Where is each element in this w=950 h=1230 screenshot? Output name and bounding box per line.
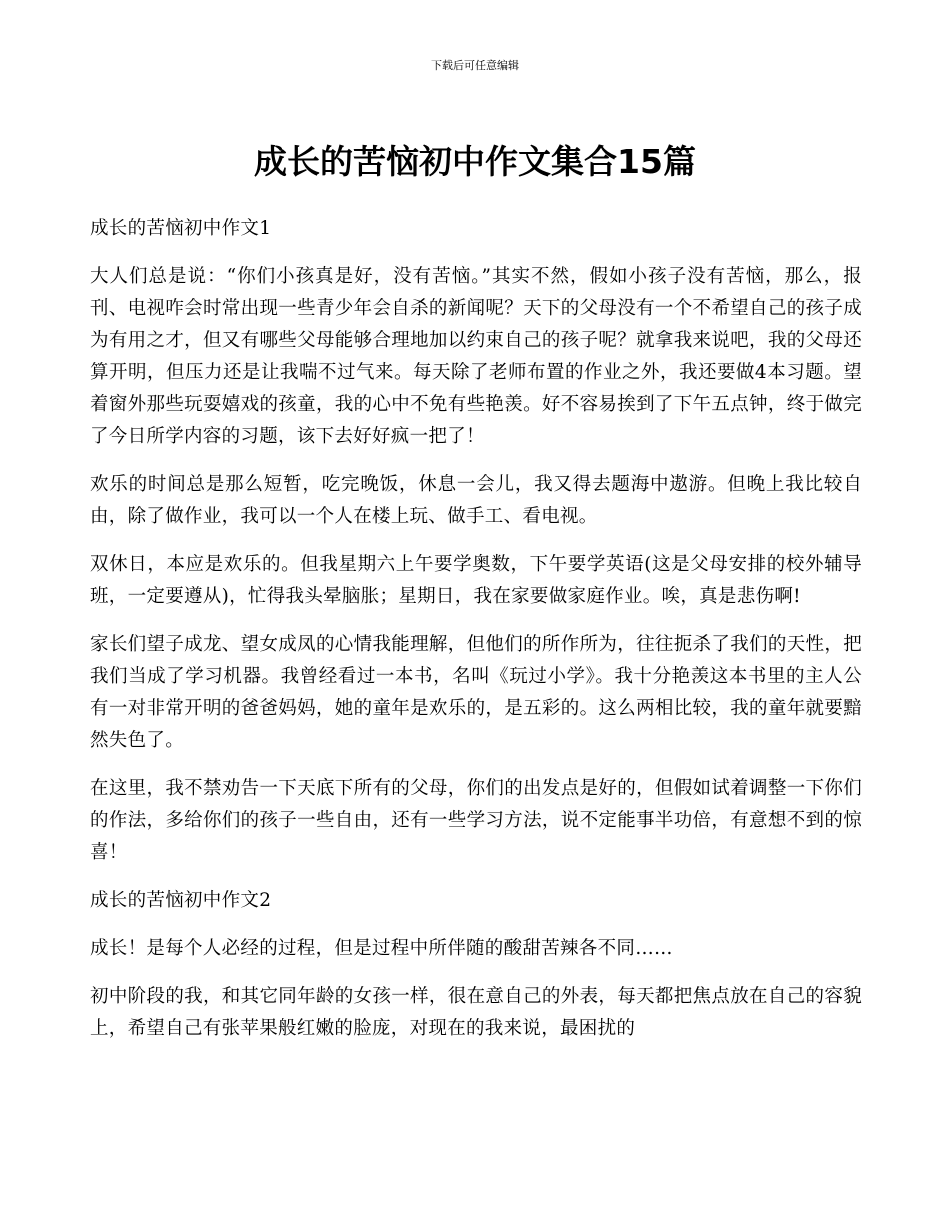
essay-heading-2: 成长的苦恼初中作文2 <box>90 890 272 911</box>
essay-heading-1: 成长的苦恼初中作文1 <box>90 218 272 239</box>
paragraph: 成长！是每个人必经的过程，但是过程中所伴随的酸甜苦辣各不同…… <box>90 938 673 959</box>
document-title: 成长的苦恼初中作文集合15篇 <box>254 142 696 181</box>
paragraph: 家长们望子成龙、望女成凤的心情我能理解，但他们的所作所为，往往扼杀了我们的天性，把我们当成了学习机器。我曾经看过一本书，名叫《玩过小学》。我十分艳羡这本书里的主人公有一对非常开明的爸爸妈妈，她的童年是欢乐的，是五彩的。这么两相比较，我的童年就要黯然失色了。 <box>90 634 862 751</box>
paragraph: 在这里，我不禁劝告一下天底下所有的父母，你们的出发点是好的，但假如试着调整一下你们的作法，多给你们的孩子一些自由，还有一些学习方法，说不定能事半功倍，有意想不到的惊喜！ <box>90 778 862 863</box>
paragraph: 欢乐的时间总是那么短暂，吃完晚饭，休息一会儿，我又得去题海中遨游。但晚上我比较自由，除了做作业，我可以一个人在楼上玩、做手工、看电视。 <box>90 474 862 527</box>
header-note: 下载后可任意编辑 <box>431 59 519 72</box>
document-body <box>90 213 862 1061</box>
paragraph: 双休日，本应是欢乐的。但我星期六上午要学奥数，下午要学英语(这是父母安排的校外辅导班，一定要遵从)，忙得我头晕脑胀；星期日，我在家要做家庭作业。唉，真是悲伤啊! <box>90 554 862 607</box>
paragraph: 初中阶段的我，和其它同年龄的女孩一样，很在意自己的外表，每天都把焦点放在自己的容貌上，希望自己有张苹果般红嫩的脸庞，对现在的我来说，最困扰的 <box>90 986 862 1039</box>
paragraph: 大人们总是说：“你们小孩真是好，没有苦恼。”其实不然，假如小孩子没有苦恼，那么，报刊、电视咋会时常出现一些青少年会自杀的新闻呢？天下的父母没有一个不希望自己的孩子成为有用之才，但又有哪些父母能够合理地加以约束自己的孩子呢？就拿我来说吧，我的父母还算开明，但压力还是让我喘不过气来。每天除了老师布置的作业之外，我还要做4本习题。望着窗外那些玩耍嬉戏的孩童，我的心中不免有些艳羡。好不容易挨到了下午五点钟，终于做完了今日所学内容的习题，该下去好好疯一把了！ <box>90 266 862 447</box>
